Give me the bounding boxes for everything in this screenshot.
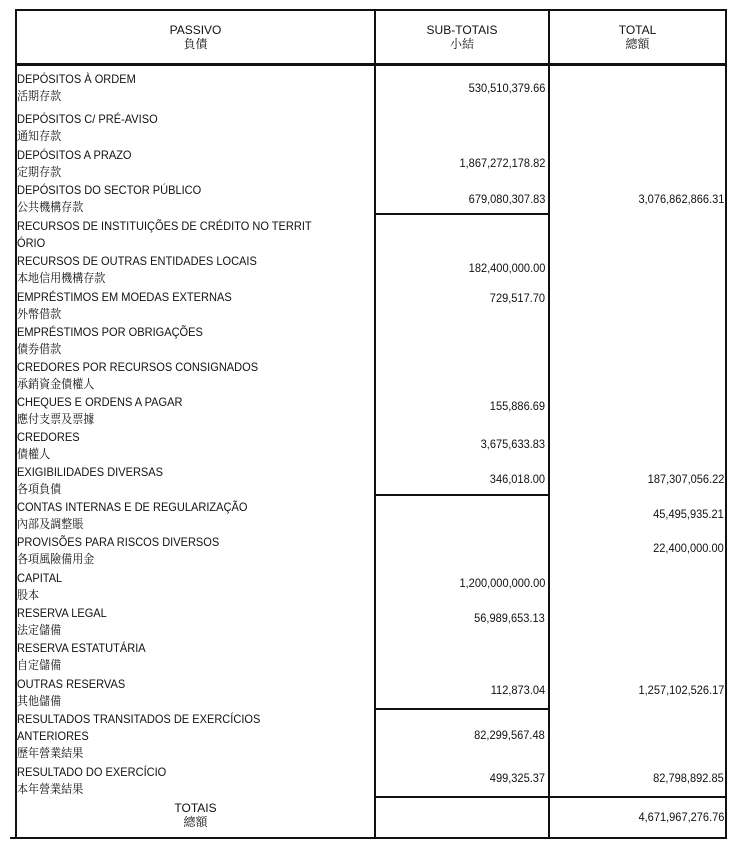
row-subtotal: 729,517.70 (489, 291, 545, 305)
row-total: 45,495,935.21 (653, 507, 724, 521)
row-subtotal: 1,200,000,000.00 (459, 576, 545, 590)
row-label-zh: 其他儲備 (17, 694, 62, 708)
row-label-pt: CAPITAL (17, 571, 63, 585)
table-border-right (725, 9, 727, 839)
row-label-zh: 法定儲備 (17, 623, 62, 637)
header-divider (15, 63, 727, 66)
row-label-zh: 各項負債 (17, 482, 62, 496)
row-label-zh: 歷年營業結果 (17, 746, 84, 760)
row-label-zh: 定期存款 (17, 165, 62, 179)
row-label-pt: DEPÓSITOS C/ PRÉ-AVISO (17, 112, 158, 126)
row-label-pt: CONTAS INTERNAS E DE REGULARIZAÇÃO (17, 500, 248, 514)
row-label-zh: 債權人 (17, 447, 51, 461)
row-label-pt-continued: ÓRIO (17, 236, 46, 250)
row-label-zh: 自定儲備 (17, 658, 62, 672)
row-label-zh: 公共機構存款 (17, 200, 84, 214)
row-label-zh: 承銷資金債權人 (17, 377, 95, 391)
header-total-pt: TOTAL (618, 23, 657, 37)
row-label-zh: 本年營業結果 (17, 782, 84, 796)
header-total (550, 23, 725, 51)
header-subtotais (376, 23, 548, 51)
header-subtotais-zh: 小結 (449, 37, 474, 51)
table-border-top (15, 9, 727, 11)
totals-label-pt: TOTAIS (174, 801, 217, 815)
row-label-pt: RECURSOS DE OUTRAS ENTIDADES LOCAIS (17, 254, 257, 268)
header-total-zh: 總額 (625, 37, 650, 51)
row-total: 3,076,862,866.31 (638, 192, 724, 206)
row-label-zh: 應付支票及票據 (17, 412, 95, 426)
group-divider (374, 494, 550, 496)
row-label-pt: CHEQUES E ORDENS A PAGAR (17, 395, 183, 409)
totals-divider (374, 796, 727, 798)
row-label-pt: RESULTADOS TRANSITADOS DE EXERCÍCIOS (17, 712, 261, 726)
row-label-zh: 各項風險備用金 (17, 552, 95, 566)
row-label-pt: EXIGIBILIDADES DIVERSAS (17, 465, 164, 479)
row-label-pt: RESERVA LEGAL (17, 606, 107, 620)
column-divider-2 (548, 9, 550, 839)
row-subtotal: 679,080,307.83 (468, 192, 545, 206)
row-subtotal: 530,510,379.66 (468, 81, 545, 95)
row-label-zh: 外幣借款 (17, 307, 62, 321)
row-label-pt: DEPÓSITOS DO SECTOR PÚBLICO (17, 183, 202, 197)
header-passivo-zh: 負債 (183, 37, 208, 51)
row-subtotal: 346,018.00 (489, 472, 545, 486)
header-subtotais-pt: SUB-TOTAIS (426, 23, 498, 37)
totals-label-zh: 總額 (183, 815, 208, 829)
row-label-zh: 股本 (17, 588, 40, 602)
header-passivo-pt: PASSIVO (169, 23, 222, 37)
row-label-pt: RECURSOS DE INSTITUIÇÕES DE CRÉDITO NO TERRIT (17, 219, 312, 233)
row-label-pt: RESULTADO DO EXERCÍCIO (17, 765, 167, 779)
row-label-pt: RESERVA ESTATUTÁRIA (17, 641, 146, 655)
row-subtotal: 1,867,272,178.82 (459, 156, 545, 170)
column-divider-1 (374, 9, 376, 839)
row-label-zh: 債券借款 (17, 342, 62, 356)
row-label-pt: DEPÓSITOS À ORDEM (17, 72, 136, 86)
row-subtotal: 3,675,633.83 (480, 437, 545, 451)
row-subtotal: 112,873.04 (490, 683, 545, 697)
row-subtotal: 155,886.69 (489, 399, 545, 413)
row-label-pt: PROVISÕES PARA RISCOS DIVERSOS (17, 535, 220, 549)
row-subtotal: 182,400,000.00 (468, 261, 545, 275)
row-label-zh: 內部及調整賬 (17, 517, 84, 531)
row-label-zh: 通知存款 (17, 129, 62, 143)
group-divider (374, 708, 550, 710)
row-total: 187,307,056.22 (647, 472, 724, 486)
row-total: 82,798,892.85 (653, 771, 724, 785)
row-label-zh: 活期存款 (17, 89, 62, 103)
totals-value: 4,671,967,276.76 (638, 810, 724, 824)
row-subtotal: 56,989,653.13 (474, 611, 545, 625)
group-divider (374, 213, 550, 215)
row-label-pt: EMPRÉSTIMOS POR OBRIGAÇÕES (17, 325, 203, 339)
row-total: 22,400,000.00 (653, 541, 724, 555)
row-label-pt: OUTRAS RESERVAS (17, 677, 126, 691)
row-total: 1,257,102,526.17 (638, 683, 724, 697)
row-subtotal: 82,299,567.48 (474, 728, 545, 742)
table-border-bottom (10, 837, 727, 839)
row-label-pt-continued: ANTERIORES (17, 729, 89, 743)
row-label-pt: EMPRÉSTIMOS EM MOEDAS EXTERNAS (17, 290, 232, 304)
row-label-pt: DEPÓSITOS A PRAZO (17, 148, 132, 162)
row-label-pt: CREDORES (17, 430, 80, 444)
row-label-zh: 本地信用機構存款 (17, 271, 106, 285)
row-subtotal: 499,325.37 (489, 771, 545, 785)
header-passivo (17, 23, 374, 51)
totals-label (17, 801, 374, 829)
row-label-pt: CREDORES POR RECURSOS CONSIGNADOS (17, 360, 259, 374)
